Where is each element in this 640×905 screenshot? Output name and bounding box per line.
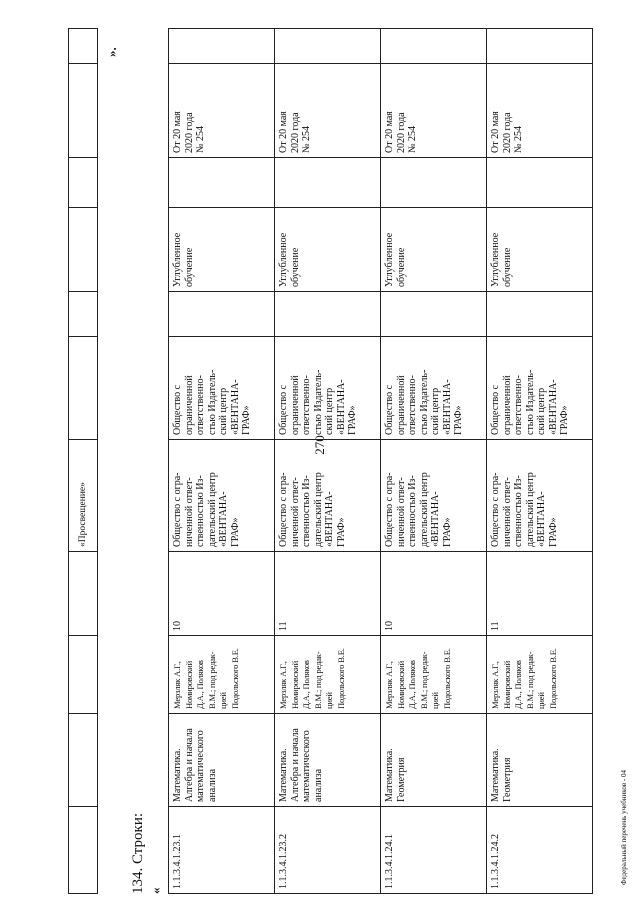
row-publisher-full: Общество с ограниченной ответственно- стью Издатель- ский центр «ВЕНТАНА- ГРАФ» (487, 337, 593, 440)
top-cell-blank-2 (69, 158, 98, 208)
top-cell-title (69, 714, 98, 807)
table-row (381, 29, 487, 894)
table-row (275, 29, 381, 894)
row-blank-1 (169, 292, 275, 337)
row-blank-1 (275, 292, 381, 337)
row-blank-3 (275, 29, 381, 64)
row-order: От 20 мая 2020 года № 254 (275, 64, 381, 158)
row-authors: Мерзляк А.Г., Номировский Д.А., Поляков В.М.; под редак- цией Подольского В.Е. (275, 636, 381, 714)
opening-quote: « (148, 887, 163, 894)
row-code: 1.1.3.4.1.23.2 (275, 807, 381, 894)
rotated-page-content (0, 25, 640, 905)
row-authors: Мерзляк А.Г., Номировский Д.А., Поляков В.М.; под редак- цией Подольского В.Е. (487, 636, 593, 714)
table-row (487, 29, 593, 894)
row-code: 1.1.3.4.1.24.1 (381, 807, 487, 894)
row-blank-2 (275, 158, 381, 208)
row-publisher-full: Общество с ограниченной ответственно- стью Издатель- ский центр «ВЕНТАНА- ГРАФ» (381, 337, 487, 440)
previous-row-table (68, 28, 98, 894)
top-cell-blank-1 (69, 292, 98, 337)
top-cell-authors (69, 636, 98, 714)
row-level: Углубленное обучение (275, 208, 381, 292)
row-authors: Мерзляк А.Г., Номировский Д.А., Поляков В.М.; под редак- цией Подольского В.Е. (169, 636, 275, 714)
row-title: Математика. Геометрия (381, 714, 487, 807)
row-grade: 10 (169, 552, 275, 636)
row-order: От 20 мая 2020 года № 254 (487, 64, 593, 158)
row-authors: Мерзляк А.Г., Номировский Д.А., Поляков В.М.; под редак- цией Подольского В.Е. (381, 636, 487, 714)
row-title: Математика. Геометрия (487, 714, 593, 807)
top-cell-publisher-full (69, 337, 98, 440)
row-blank-2 (169, 158, 275, 208)
row-publisher-short: Общество с огра- ниченной ответ- ственностью Из- дательский центр «ВЕНТАНА- ГРАФ» (169, 440, 275, 552)
row-blank-1 (487, 292, 593, 337)
row-grade: 11 (275, 552, 381, 636)
top-cell-order (69, 64, 98, 158)
page-number: 270 (312, 435, 327, 455)
textbook-rows-table (168, 28, 593, 894)
row-title: Математика. Алгебра и начала математического анализа (275, 714, 381, 807)
top-cell-publisher: «Просвещение» (69, 440, 98, 552)
row-level: Углубленное обучение (487, 208, 593, 292)
row-blank-3 (169, 29, 275, 64)
row-blank-1 (381, 292, 487, 337)
top-cell-blank-3 (69, 29, 98, 64)
row-publisher-short: Общество с огра- ниченной ответ- ственностью Из- дательский центр «ВЕНТАНА- ГРАФ» (381, 440, 487, 552)
row-blank-3 (487, 29, 593, 64)
row-order: От 20 мая 2020 года № 254 (169, 64, 275, 158)
top-cell-code (69, 807, 98, 894)
row-publisher-full: Общество с ограниченной ответственно- стью Издатель- ский центр «ВЕНТАНА- ГРАФ» (169, 337, 275, 440)
top-cell-level (69, 208, 98, 292)
table-row (169, 29, 275, 894)
row-publisher-short: Общество с огра- ниченной ответ- ственностью Из- дательский центр «ВЕНТАНА- ГРАФ» (487, 440, 593, 552)
row-publisher-short: Общество с огра- ниченной ответ- ственностью Из- дательский центр «ВЕНТАНА- ГРАФ» (275, 440, 381, 552)
row-blank-2 (381, 158, 487, 208)
row-code: 1.1.3.4.1.23.1 (169, 807, 275, 894)
row-publisher-full: Общество с ограниченной ответственно- стью Издатель- ский центр «ВЕНТАНА- ГРАФ» (275, 337, 381, 440)
row-blank-2 (487, 158, 593, 208)
row-blank-3 (381, 29, 487, 64)
row-order: От 20 мая 2020 года № 254 (381, 64, 487, 158)
row-grade: 10 (381, 552, 487, 636)
row-level: Углубленное обучение (169, 208, 275, 292)
section-heading: 134. Строки: (130, 812, 146, 894)
row-level: Углубленное обучение (381, 208, 487, 292)
row-grade: 11 (487, 552, 593, 636)
closing-quote: ». (104, 47, 119, 57)
top-cell-grade (69, 552, 98, 636)
previous-row (69, 29, 98, 894)
row-code: 1.1.3.4.1.24.2 (487, 807, 593, 894)
row-title: Математика. Алгебра и начала математического анализа (169, 714, 275, 807)
footer-text: Федеральный перечень учебников - 04 (620, 770, 628, 885)
